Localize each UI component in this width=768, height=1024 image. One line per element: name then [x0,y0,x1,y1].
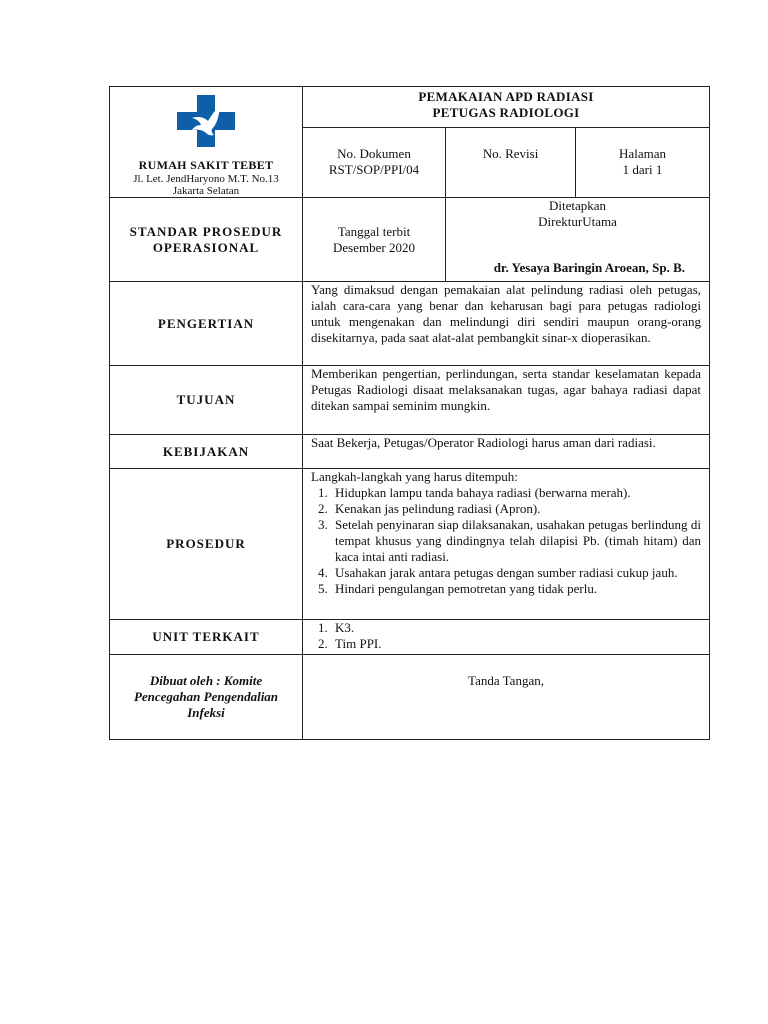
prosedur-step: 1. Hidupkan lampu tanda bahaya radiasi (berwarna merah). [331,485,701,501]
prosedur-steps [311,485,701,597]
unit-content [303,620,710,655]
unit-item: 2. Tim PPI. [331,636,701,652]
hospital-address-line1: Jl. Let. JendHaryono M.T. No.13 [133,173,279,185]
hospital-cross-dove-icon [177,95,235,147]
kebijakan-text: Saat Bekerja, Petugas/Operator Radiologi harus aman dari radiasi. [303,435,710,469]
signature-label: Tanda Tangan, [303,655,710,740]
tujuan-text: Memberikan pengertian, perlindungan, serta standar keselamatan kepada Petugas Radiologi disaat melaksanakan tugas, agar bahaya radiasi dapat ditekan sampai seminim mungkin. [303,366,710,435]
hospital-name: RUMAH SAKIT TEBET [138,158,274,172]
kebijakan-label: KEBIJAKAN [110,435,303,469]
unit-list [311,620,701,652]
sop-label-line1: STANDAR PROSEDUR [129,223,283,239]
sop-label-line2: OPERASIONAL [152,239,260,255]
made-by-line3: Infeksi [187,705,225,720]
doc-number-cell [303,128,446,198]
page-label: Halaman [619,146,666,161]
issue-date-value: Desember 2020 [333,239,415,255]
pengertian-label: PENGERTIAN [110,282,303,366]
document-title [303,87,710,128]
issue-date-label: Tanggal terbit [337,223,411,239]
made-by-line1: Dibuat oleh : Komite [149,673,263,688]
approval-cell [446,198,710,282]
director-name: dr. Yesaya Baringin Aroean, Sp. B. [493,260,686,275]
page-cell [576,128,710,198]
pengertian-text: Yang dimaksud dengan pemakaian alat pelindung radiasi oleh petugas, ialah cara-cara yang benar dan keharusan bagi para petugas radiologi untuk mengenakan dan melindungi diri sendiri maupun orang-orang disekitarnya, pada saat alat-alat pembangkit sinar-x dioperasikan. [303,282,710,366]
title-line1: PEMAKAIAN APD RADIASI [418,89,594,104]
hospital-info [110,87,303,198]
unit-item: 1. K3. [331,620,701,636]
prosedur-step: 3. Setelah penyinaran siap dilaksanakan, usahakan petugas berlindung di tempat khusus yang dindingnya telah dilapisi Pb. (timah hitam) dan kaca intai anti radiasi. [331,517,701,565]
prosedur-step: 4. Usahakan jarak antara petugas dengan sumber radiasi cukup jauh. [331,565,701,581]
sop-table [109,86,710,740]
doc-number-label: No. Dokumen [337,146,411,161]
unit-label: UNIT TERKAIT [110,620,303,655]
approved-label: Ditetapkan [548,198,607,213]
prosedur-step: 5. Hindari pengulangan pemotretan yang tidak perlu. [331,581,701,597]
doc-number-value: RST/SOP/PPI/04 [328,162,420,177]
prosedur-intro: Langkah-langkah yang harus ditempuh: [311,469,518,484]
made-by-cell [110,655,303,740]
prosedur-label: PROSEDUR [110,469,303,620]
tujuan-label: TUJUAN [110,366,303,435]
page-value: 1 dari 1 [622,162,663,177]
revision-cell [446,128,576,198]
prosedur-step: 2. Kenakan jas pelindung radiasi (Apron). [331,501,701,517]
revision-label: No. Revisi [482,146,539,161]
sop-label [110,198,303,282]
issue-date-cell [303,198,446,282]
prosedur-content [303,469,710,620]
approved-by-title: DirekturUtama [538,214,617,229]
hospital-address-line2: Jakarta Selatan [172,185,240,197]
title-line2: PETUGAS RADIOLOGI [432,105,580,120]
made-by-line2: Pencegahan Pengendalian [133,689,279,704]
